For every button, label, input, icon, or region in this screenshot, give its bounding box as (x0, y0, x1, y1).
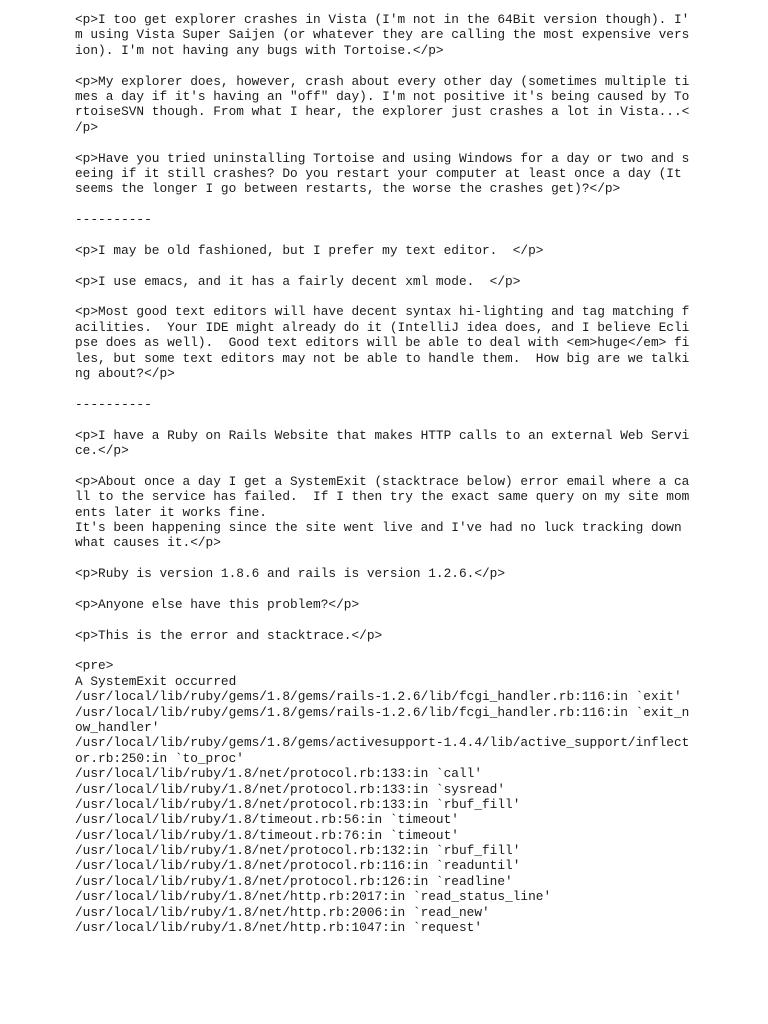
text-line: <p>I use emacs, and it has a fairly decent xml mode. </p> (75, 273, 521, 289)
text-paragraph (75, 597, 675, 612)
text-line: <p>My explorer does, however, crash about every other day (sometimes multiple ti (75, 73, 690, 89)
text-paragraph (75, 243, 675, 258)
text-line: /usr/local/lib/ruby/1.8/net/http.rb:2017:in `read_status_line' (75, 889, 552, 905)
text-line: A SystemExit occurred (75, 673, 237, 689)
text-line: les, but some text editors may not be able to handle them. How big are we talki (75, 350, 690, 366)
text-line: pse does as well). Good text editors will be able to deal with <em>huge</em> fi (75, 335, 690, 351)
text-line: /usr/local/lib/ruby/1.8/timeout.rb:76:in `timeout' (75, 827, 459, 843)
text-line: ce.</p> (75, 442, 129, 458)
text-line: acilities. Your IDE might already do it (IntelliJ idea does, and I believe Ecli (75, 319, 690, 335)
text-line: ion). I'm not having any bugs with Tortoise.</p> (75, 42, 444, 58)
text-paragraph (75, 73, 690, 136)
text-line: <p>This is the error and stacktrace.</p> (75, 627, 383, 643)
text-line: It's been happening since the site went live and I've had no luck tracking down (75, 519, 682, 535)
text-line: what causes it.</p> (75, 535, 221, 551)
text-line: seems the longer I go between restarts, the worse the crashes get)?</p> (75, 181, 621, 197)
text-line: <p>About once a day I get a SystemExit (stacktrace below) error email where a ca (75, 473, 690, 489)
text-line: ow_handler' (75, 719, 160, 735)
text-paragraph (75, 274, 675, 289)
text-line: <p>Ruby is version 1.8.6 and rails is version 1.2.6.</p> (75, 566, 506, 582)
text-line: ents later it works fine. (75, 504, 267, 520)
text-line: /usr/local/lib/ruby/1.8/net/protocol.rb:133:in `rbuf_fill' (75, 796, 521, 812)
text-line: <p>I have a Ruby on Rails Website that makes HTTP calls to an external Web Servi (75, 427, 690, 443)
code-block (75, 658, 690, 936)
text-line: /usr/local/lib/ruby/1.8/net/protocol.rb:133:in `call' (75, 766, 483, 782)
text-line: /usr/local/lib/ruby/gems/1.8/gems/rails-1.2.6/lib/fcgi_handler.rb:116:in `exit_n (75, 704, 690, 720)
text-line: <p>Anyone else have this problem?</p> (75, 596, 360, 612)
text-line: <p>Have you tried uninstalling Tortoise and using Windows for a day or two and s (75, 150, 690, 166)
text-line: /usr/local/lib/ruby/1.8/net/protocol.rb:116:in `readuntil' (75, 858, 521, 874)
text-line: <pre> (75, 658, 114, 674)
text-line: ---------- (75, 212, 152, 228)
text-line: <p>I too get explorer crashes in Vista (I'm not in the 64Bit version though). I' (75, 12, 690, 27)
text-line: or.rb:250:in `to_proc' (75, 750, 244, 766)
text-line: /usr/local/lib/ruby/1.8/net/http.rb:2006:in `read_new' (75, 904, 490, 920)
text-line: <p>I may be old fashioned, but I prefer my text editor. </p> (75, 242, 544, 258)
text-paragraph (75, 12, 690, 58)
text-line: eeing if it still crashes? Do you restart your computer at least once a day (It (75, 165, 682, 181)
text-line: /usr/local/lib/ruby/1.8/net/protocol.rb:132:in `rbuf_fill' (75, 843, 521, 859)
text-paragraph (75, 473, 690, 551)
text-line: ll to the service has failed. If I then try the exact same query on my site mom (75, 489, 690, 505)
text-line: /usr/local/lib/ruby/gems/1.8/gems/rails-1.2.6/lib/fcgi_handler.rb:116:in `exit' (75, 689, 682, 705)
document-page (75, 12, 690, 936)
text-paragraph (75, 304, 690, 381)
text-line: /usr/local/lib/ruby/1.8/net/protocol.rb:133:in `sysread' (75, 781, 506, 797)
text-paragraph (75, 150, 690, 197)
text-line: m using Vista Super Saijen (or whatever they are calling the most expensive vers (75, 27, 690, 43)
text-line: ng about?</p> (75, 365, 175, 381)
separator-line (75, 212, 675, 227)
text-line: rtoiseSVN though. From what I hear, the explorer just crashes a lot in Vista...< (75, 104, 690, 120)
text-line: /usr/local/lib/ruby/1.8/net/protocol.rb:126:in `readline' (75, 873, 513, 889)
text-line: mes a day if it's having an "off" day). I'm not positive it's being caused by To (75, 88, 690, 104)
text-paragraph (75, 628, 675, 643)
text-line: /usr/local/lib/ruby/1.8/net/http.rb:1047:in `request' (75, 920, 483, 936)
text-line: ---------- (75, 396, 152, 412)
separator-line (75, 397, 675, 412)
text-line: /p> (75, 119, 99, 135)
text-line: <p>Most good text editors will have decent syntax hi-lighting and tag matching f (75, 304, 690, 320)
text-line: /usr/local/lib/ruby/gems/1.8/gems/activesupport-1.4.4/lib/active_support/inflect (75, 735, 690, 751)
text-paragraph (75, 427, 690, 459)
text-line: /usr/local/lib/ruby/1.8/timeout.rb:56:in `timeout' (75, 812, 459, 828)
text-paragraph (75, 566, 675, 581)
